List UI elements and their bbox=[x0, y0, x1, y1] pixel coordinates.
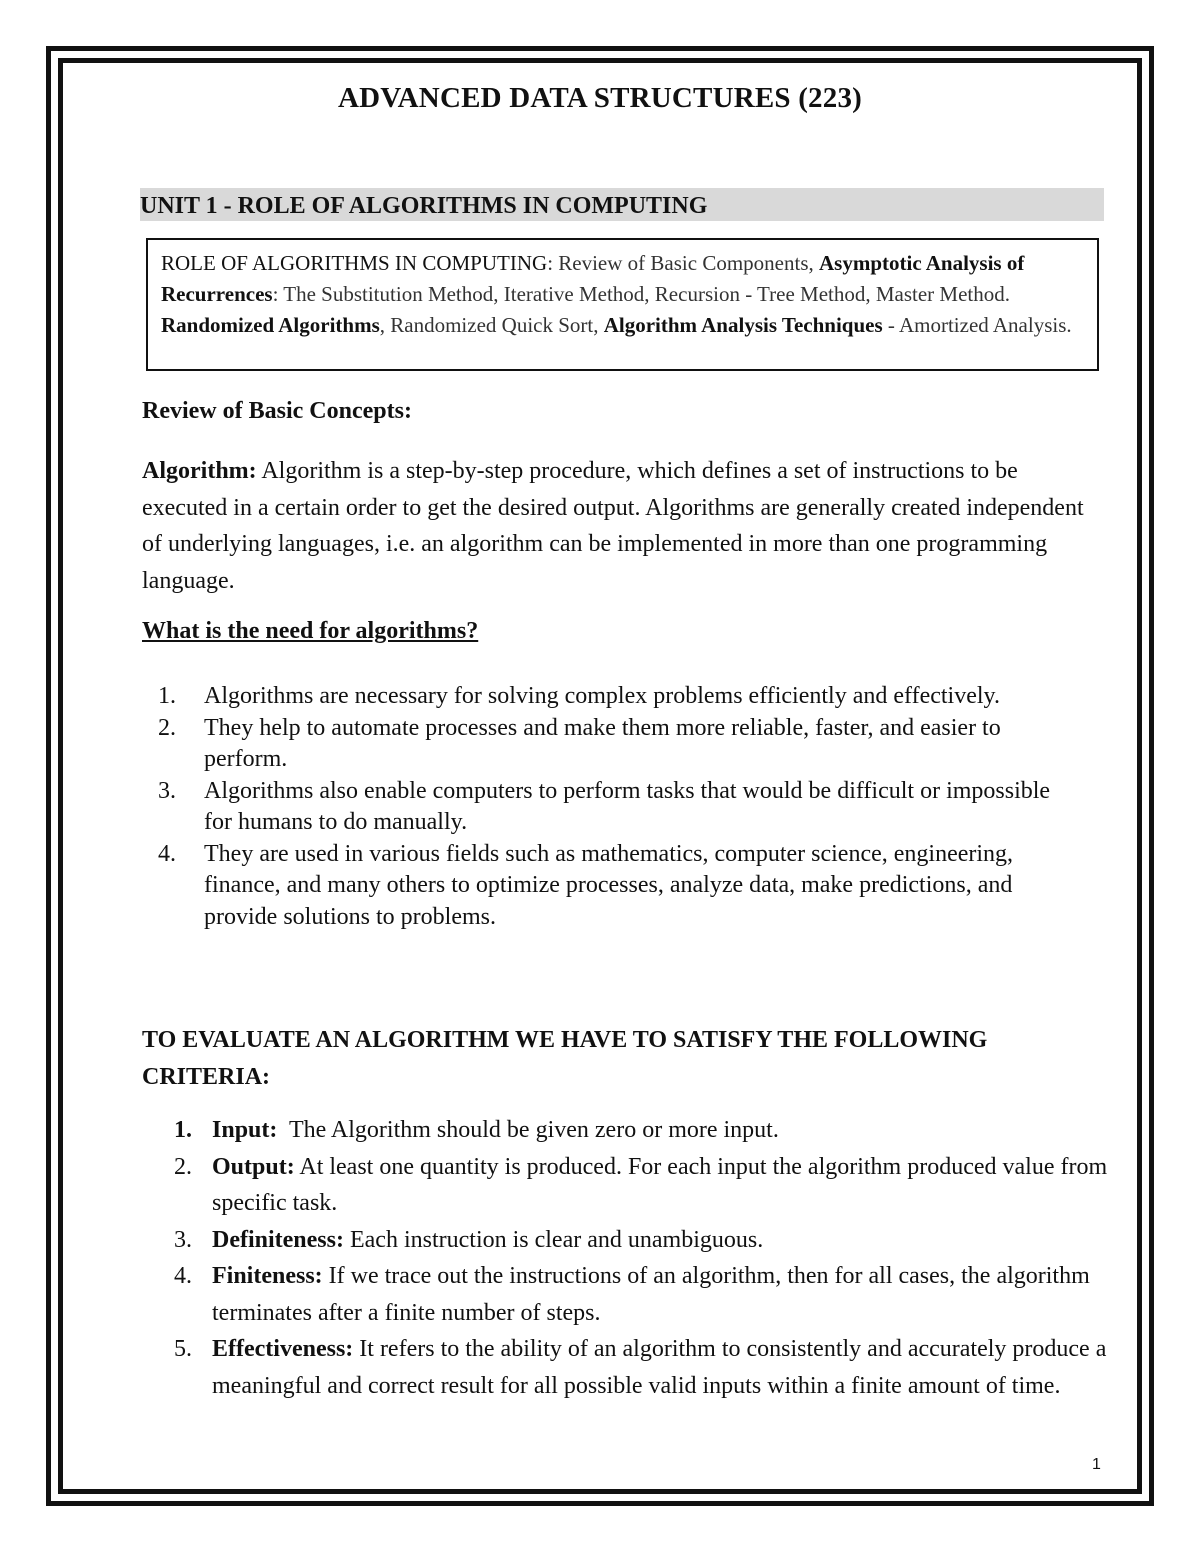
syllabus-box bbox=[146, 238, 1099, 371]
list-item bbox=[0, 681, 1064, 713]
criteria-number: 3. bbox=[174, 1226, 192, 1253]
evaluate-heading: TO EVALUATE AN ALGORITHM WE HAVE TO SATISFY THE FOLLOWING CRITERIA: bbox=[142, 1027, 988, 1090]
criteria-number: 1. bbox=[174, 1117, 192, 1143]
syllabus-text: - Amortized Analysis. bbox=[882, 313, 1072, 337]
criteria-text: At least one quantity is produced. For each input the algorithm produced value from specific task. bbox=[212, 1153, 1108, 1216]
list-item bbox=[0, 776, 1064, 839]
syllabus-topic-randomized: Randomized Algorithms bbox=[161, 313, 380, 337]
syllabus-topic-analysis: Algorithm Analysis Techniques bbox=[603, 313, 883, 337]
review-heading: Review of Basic Concepts: bbox=[142, 398, 412, 424]
criteria-text: Each instruction is clear and unambiguous. bbox=[343, 1226, 764, 1253]
criteria-item bbox=[0, 1331, 1112, 1404]
criteria-text: If we trace out the instructions of an algorithm, then for all cases, the algorithm terminates after a finite number of steps. bbox=[212, 1263, 1090, 1326]
syllabus-text: : The Substitution Method, Iterative Method, Recursion - Tree Method, Master Method. bbox=[272, 282, 1011, 306]
need-list bbox=[0, 681, 1200, 933]
algorithm-text: Algorithm is a step-by-step procedure, which defines a set of instructions to be executed in a certain order to get the desired output. Algorithms are generally created independent of underlying languages, i.e. an algorithm can be implemented in more than one programming language. bbox=[142, 458, 1084, 594]
document-title: ADVANCED DATA STRUCTURES (223) bbox=[337, 82, 863, 114]
criteria-number: 4. bbox=[174, 1263, 192, 1289]
list-number: 3. bbox=[158, 777, 176, 804]
criteria-term: Effectiveness: bbox=[212, 1336, 354, 1362]
list-number: 2. bbox=[158, 714, 176, 741]
criteria-number: 2. bbox=[174, 1153, 192, 1180]
criteria-text: The Algorithm should be given zero or more input. bbox=[277, 1117, 779, 1143]
list-item bbox=[0, 839, 1064, 934]
criteria-term: Finiteness: bbox=[212, 1263, 323, 1289]
page-number: 1 bbox=[1092, 1456, 1101, 1473]
criteria-text: It refers to the ability of an algorithm to consistently and accurately produce a meaningful and correct result for all possible valid inputs within a finite amount of time. bbox=[212, 1336, 1107, 1399]
criteria-item bbox=[0, 1112, 1112, 1149]
criteria-term: Definiteness: bbox=[212, 1226, 344, 1253]
syllabus-text: , Randomized Quick Sort, bbox=[379, 313, 604, 337]
syllabus-topic-main: ROLE OF ALGORITHMS IN COMPUTING bbox=[161, 251, 548, 275]
syllabus-text: : Review of Basic Components, bbox=[547, 251, 819, 275]
criteria-item bbox=[0, 1258, 1112, 1331]
list-text: Algorithms are necessary for solving complex problems efficiently and effectively. bbox=[204, 683, 1000, 709]
list-text: They help to automate processes and make them more reliable, faster, and easier to perform. bbox=[204, 714, 1001, 772]
criteria-item bbox=[0, 1222, 1112, 1259]
algorithm-term: Algorithm: bbox=[142, 458, 257, 484]
criteria-item bbox=[0, 1149, 1112, 1222]
unit-heading: UNIT 1 - ROLE OF ALGORITHMS IN COMPUTING bbox=[140, 188, 1104, 221]
algorithm-definition bbox=[142, 453, 1102, 599]
criteria-term: Output: bbox=[212, 1153, 295, 1180]
list-text: Algorithms also enable computers to perform tasks that would be difficult or impossible for humans to do manually. bbox=[204, 777, 1051, 835]
syllabus-topic-asymptotic: Asymptotic Analysis of Recurrences bbox=[161, 251, 1025, 306]
criteria-list bbox=[0, 1112, 1200, 1404]
list-number: 4. bbox=[158, 840, 176, 867]
list-number: 1. bbox=[158, 683, 176, 709]
list-text: They are used in various fields such as mathematics, computer science, engineering, finance, and many others to optimize processes, analyze data, make predictions, and provide solutions to problems. bbox=[204, 840, 1014, 930]
need-heading: What is the need for algorithms? bbox=[142, 618, 479, 644]
criteria-term: Input: bbox=[212, 1117, 278, 1143]
list-item bbox=[0, 713, 1064, 776]
criteria-number: 5. bbox=[174, 1336, 192, 1362]
